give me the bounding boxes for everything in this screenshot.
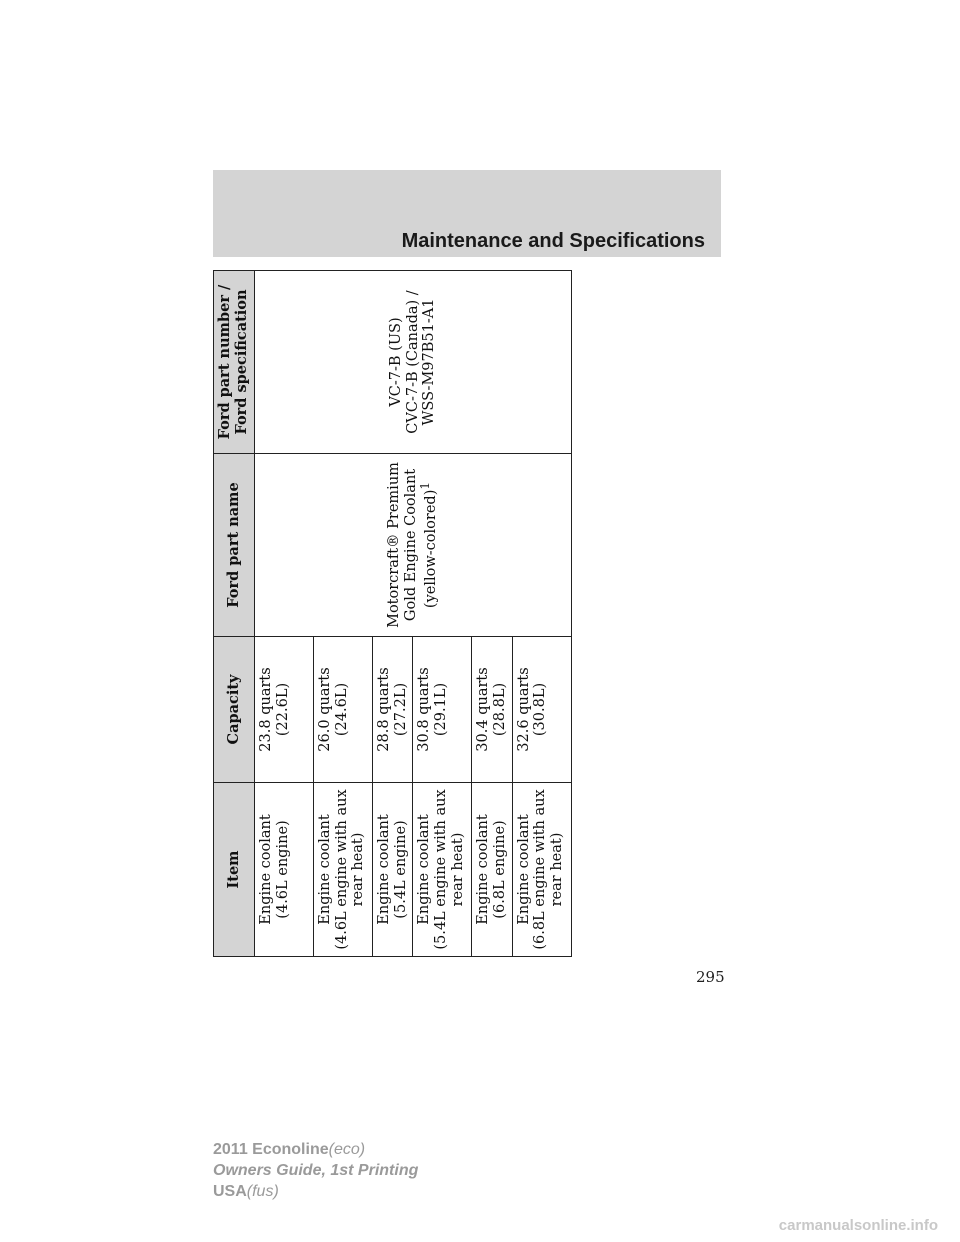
part-name-text: Motorcraft® Premium Gold Engine Coolant (yellow-colored) [385,462,440,628]
cell-capacity: 26.0 quarts (24.6L) [314,637,373,783]
footer-model-code: (eco) [328,1141,366,1158]
footer-line-1 [213,1139,418,1160]
column-header-part-number: Ford part number / Ford specification [214,271,255,454]
footer-line-2: Owners Guide, 1st Printing [213,1162,419,1179]
footer-region: USA [213,1183,247,1200]
footer-model: 2011 Econoline [213,1141,329,1158]
column-header-part-name: Ford part name [214,454,255,637]
table-header-row [214,271,255,957]
footer-region-code: (fus) [246,1183,279,1200]
cell-item: Engine coolant (6.8L engine) [472,783,512,957]
coolant-spec-table-rotated [213,271,566,957]
column-header-capacity: Capacity [214,637,255,783]
cell-capacity: 30.4 quarts (28.8L) [472,637,512,783]
coolant-spec-table [213,270,572,957]
footer-line-3 [213,1181,418,1202]
cell-capacity: 32.6 quarts (30.8L) [512,637,571,783]
cell-item: Engine coolant (4.6L engine) [255,783,314,957]
section-header-band [213,170,721,257]
table-row [255,271,314,957]
cell-item: Engine coolant (6.8L engine with aux rear heat) [512,783,571,957]
column-header-item: Item [214,783,255,957]
cell-item: Engine coolant (5.4L engine with aux rear heat) [413,783,472,957]
cell-capacity: 30.8 quarts (29.1L) [413,637,472,783]
cell-capacity: 23.8 quarts (22.6L) [255,637,314,783]
section-title: Maintenance and Specifications [401,230,705,252]
cell-item: Engine coolant (5.4L engine) [373,783,413,957]
cell-item: Engine coolant (4.6L engine with aux rear heat) [314,783,373,957]
cell-part-number: VC-7-B (US) CVC-7-B (Canada) / WSS-M97B51-A1 [255,271,572,454]
part-name-footnote: 1 [418,481,433,490]
cell-capacity: 28.8 quarts (27.2L) [373,637,413,783]
document-footer [213,1139,418,1202]
watermark-text: carmanualsonline.info [778,1217,938,1234]
page-number: 295 [696,968,725,986]
cell-part-name [255,454,572,637]
